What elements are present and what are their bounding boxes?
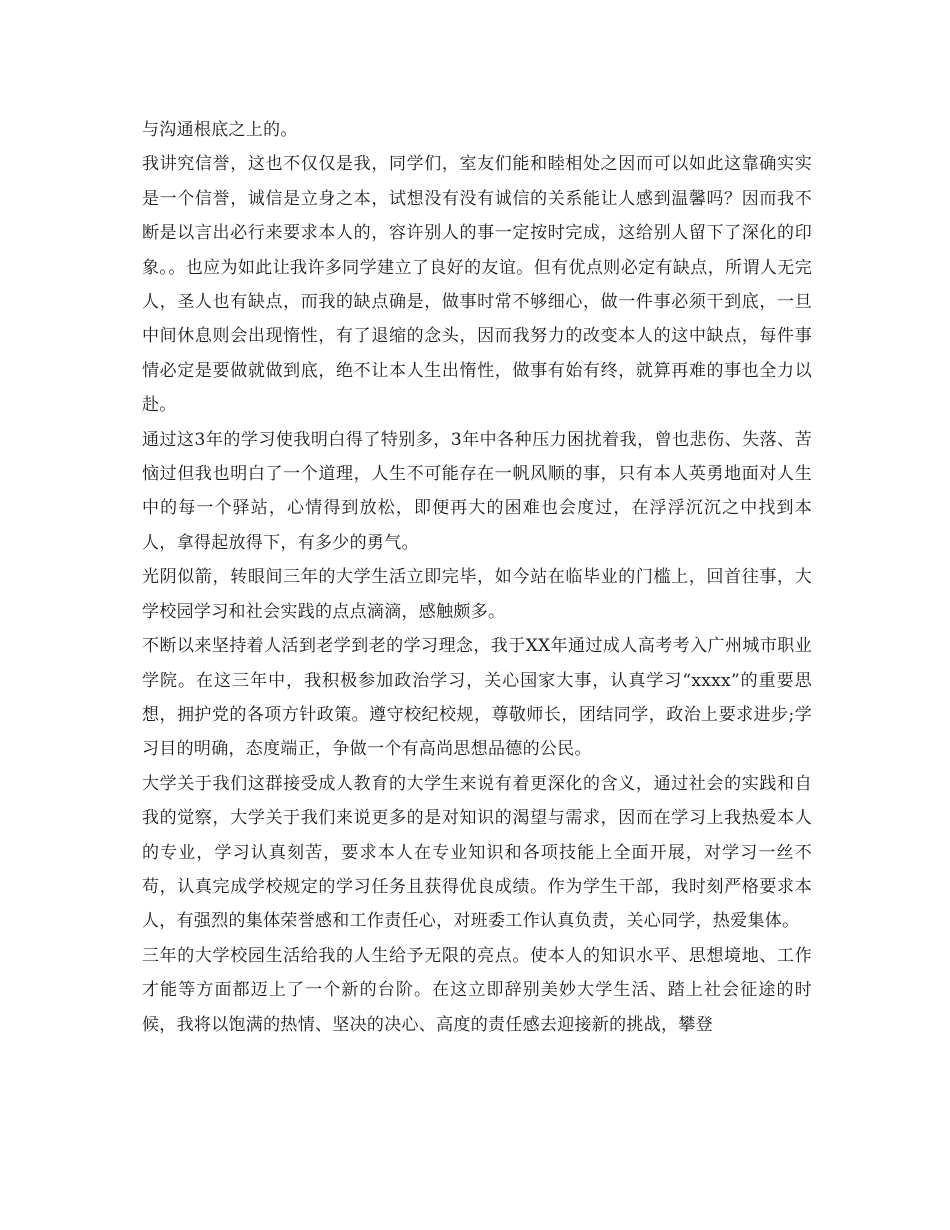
paragraph-1: 与沟通根底之上的。 [142,120,298,140]
paragraph-7: 三年的大学校园生活给我的人生给予无限的亮点。使本人的知识水平、思想境地、工作才能等方面都迈上了一个新的台阶。在这立即辞别美妙大学生活、踏上社会征途的时候，我将以饱满的热情、坚决的决心、高度的责任感去迎接新的挑战，攀登 [142,945,812,1035]
paragraph-3: 通过这3年的学习使我明白得了特别多，3年中各种压力困扰着我，曾也悲伤、失落、苦恼过但我也明白了一个道理，人生不可能存在一帆风顺的事，只有本人英勇地面对人生中的每一个驿站，心情得到放松，即便再大的困难也会度过，在浮浮沉沉之中找到本人，拿得起放得下，有多少的勇气。 [142,429,812,553]
paragraph-2: 我讲究信誉，这也不仅仅是我，同学们，室友们能和睦相处之因而可以如此这靠确实实是一个信誉，诚信是立身之本，试想没有没有诚信的关系能让人感到温馨吗？因而我不断是以言出必行来要求本人的，容许别人的事一定按时完成，这给别人留下了深化的印象。。也应为如此让我许多同学建立了良好的友谊。但有优点则必定有缺点，所谓人无完人，圣人也有缺点，而我的缺点确是，做事时常不够细心，做一件事必须干到底，一旦中间休息则会出现惰性，有了退缩的念头，因而我努力的改变本人的这中缺点，每件事情必定是要做就做到底，绝不让本人生出惰性，做事有始有终，就算再难的事也全力以赴。 [142,154,812,416]
document-body [142,113,812,1042]
paragraph-4: 光阴似箭，转眼间三年的大学生活立即完毕，如今站在临毕业的门槛上，回首往事，大学校园学习和社会实践的点点滴滴，感触颇多。 [142,567,812,622]
paragraph-6: 大学关于我们这群接受成人教育的大学生来说有着更深化的含义，通过社会的实践和自我的觉察，大学关于我们来说更多的是对知识的渴望与需求，因而在学习上我热爱本人的专业，学习认真刻苦，要求本人在专业知识和各项技能上全面开展，对学习一丝不苟，认真完成学校规定的学习任务且获得优良成绩。作为学生干部，我时刻严格要求本人，有强烈的集体荣誉感和工作责任心，对班委工作认真负责，关心同学，热爱集体。 [142,773,812,932]
paragraph-5: 不断以来坚持着人活到老学到老的学习理念，我于XX年通过成人高考考入广州城市职业学院。在这三年中，我积极参加政治学习，关心国家大事，认真学习“xxxx”的重要思想，拥护党的各项方针政策。遵守校纪校规，尊敬师长，团结同学，政治上要求进步;学习目的明确，态度端正，争做一个有高尚思想品德的公民。 [142,636,812,760]
